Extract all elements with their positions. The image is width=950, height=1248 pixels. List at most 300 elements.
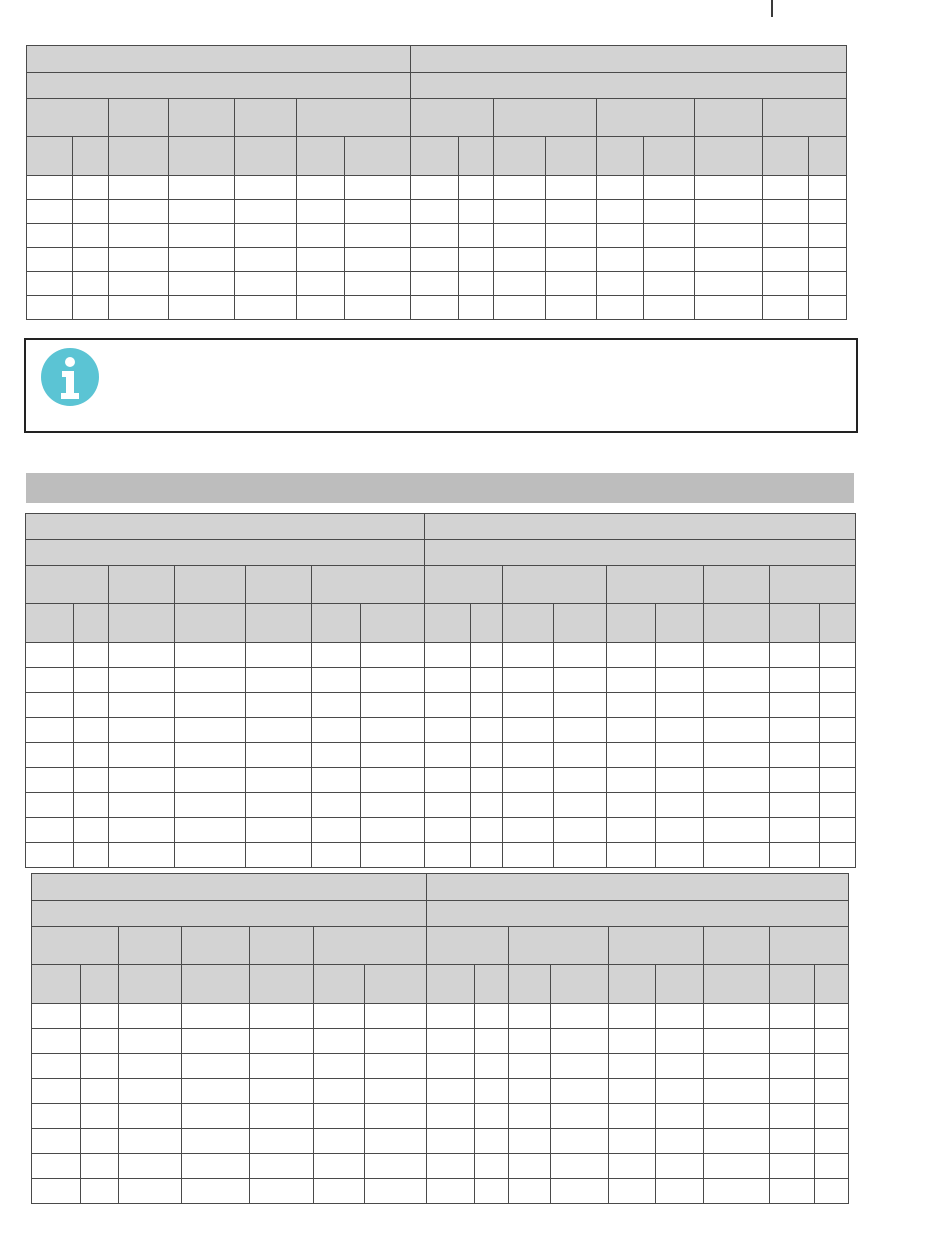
table-cell [312,843,361,868]
table-row [32,1179,849,1204]
table-cell [119,1054,182,1079]
table-cell [361,668,425,693]
table-cell [551,1079,609,1104]
table-cell [597,224,644,248]
table-row [26,793,856,818]
table-cell [475,1179,509,1204]
table-cell [815,1179,849,1204]
table-cell [235,248,297,272]
header-row [27,99,847,137]
table-cell [32,1054,81,1079]
table-cell [26,818,74,843]
header-cell [471,604,503,643]
table-cell [503,743,554,768]
table-cell [361,718,425,743]
table-cell [554,818,607,843]
table-cell [109,718,175,743]
table-cell [246,668,312,693]
table-cell [554,743,607,768]
header-row [26,566,856,604]
table-cell [656,693,704,718]
table-cell [770,693,820,718]
table-cell [607,818,656,843]
header-cell [81,965,119,1004]
table-row [32,1154,849,1179]
table-cell [297,272,345,296]
table-cell [815,1104,849,1129]
table-cell [494,176,546,200]
table-cell [494,200,546,224]
table-cell [607,668,656,693]
table-cell [509,1054,551,1079]
table-cell [182,1154,250,1179]
table-cell [427,1079,475,1104]
table-cell [546,176,597,200]
table-cell [770,818,820,843]
header-cell [32,927,119,965]
header-cell [609,965,656,1004]
table-cell [471,668,503,693]
data-table-3 [31,873,849,1204]
table-cell [246,643,312,668]
table-cell [411,272,459,296]
table-cell [656,743,704,768]
table-cell [471,693,503,718]
table-cell [704,1054,770,1079]
table-cell [551,1029,609,1054]
table-cell [509,1179,551,1204]
table-cell [704,843,770,868]
table-cell [695,296,763,320]
table-cell [246,743,312,768]
header-cell [427,874,849,901]
table-cell [546,200,597,224]
table-cell [425,818,471,843]
table-cell [820,643,856,668]
table-cell [182,1029,250,1054]
table-cell [297,200,345,224]
table-cell [109,768,175,793]
header-cell [250,965,314,1004]
header-cell [503,566,607,604]
table-cell [704,768,770,793]
header-cell [314,965,365,1004]
table-cell [644,296,695,320]
header-cell [235,99,297,137]
header-row [26,540,856,566]
table-cell [246,793,312,818]
table-cell [109,296,169,320]
table-cell [609,1029,656,1054]
table-cell [763,200,809,224]
table-cell [494,272,546,296]
table-cell [607,743,656,768]
header-cell [607,566,704,604]
table-cell [250,1154,314,1179]
table-cell [365,1179,427,1204]
table-cell [503,668,554,693]
table-cell [471,843,503,868]
table-cell [119,1029,182,1054]
table-cell [704,693,770,718]
table-cell [770,743,820,768]
table-cell [411,224,459,248]
table-cell [546,224,597,248]
table-cell [109,793,175,818]
table-cell [770,1154,815,1179]
table-cell [109,200,169,224]
header-cell [411,137,459,176]
header-cell [312,566,425,604]
table-cell [345,272,411,296]
header-cell [27,137,73,176]
table-cell [169,296,235,320]
table-cell [820,743,856,768]
table-cell [312,818,361,843]
table-cell [175,793,246,818]
table-cell [427,1054,475,1079]
table-cell [820,793,856,818]
header-cell [32,874,427,901]
table-cell [81,1079,119,1104]
header-cell [119,927,182,965]
table-cell [656,1029,704,1054]
table-cell [345,296,411,320]
table-cell [770,643,820,668]
table-cell [425,743,471,768]
table-cell [74,693,109,718]
table-cell [312,718,361,743]
header-cell [427,927,509,965]
table-cell [763,176,809,200]
table-cell [169,200,235,224]
table-cell [656,1004,704,1029]
table-cell [27,296,73,320]
table-cell [425,718,471,743]
header-cell [109,137,169,176]
table-cell [425,693,471,718]
table-cell [119,1104,182,1129]
table-cell [425,843,471,868]
table-cell [32,1029,81,1054]
header-cell [361,604,425,643]
header-row [26,514,856,540]
header-cell [246,566,312,604]
table-cell [26,643,74,668]
table-cell [607,843,656,868]
table-cell [73,224,109,248]
table-cell [770,1104,815,1129]
table-cell [656,668,704,693]
table-cell [345,224,411,248]
table-cell [235,296,297,320]
header-cell [427,965,475,1004]
table-cell [81,1004,119,1029]
table-cell [109,248,169,272]
header-cell [770,566,856,604]
table-cell [425,768,471,793]
table-cell [365,1104,427,1129]
table-cell [246,718,312,743]
table-cell [820,843,856,868]
table-cell [314,1104,365,1129]
header-cell [411,99,494,137]
table-cell [770,843,820,868]
table-cell [73,248,109,272]
table-cell [815,1129,849,1154]
header-cell [297,99,411,137]
table-cell [109,643,175,668]
table-cell [427,1179,475,1204]
table-cell [503,793,554,818]
table-cell [509,1104,551,1129]
table-cell [182,1179,250,1204]
header-cell [597,99,695,137]
table-cell [411,296,459,320]
table-cell [314,1079,365,1104]
header-cell [815,965,849,1004]
header-row [27,137,847,176]
header-cell [26,566,109,604]
table-cell [365,1129,427,1154]
info-icon [40,347,100,407]
table-cell [704,743,770,768]
table-cell [361,768,425,793]
header-cell [763,99,847,137]
table-cell [74,768,109,793]
table-cell [73,176,109,200]
table-row [26,843,856,868]
header-row [32,927,849,965]
table-row [32,1004,849,1029]
table-cell [74,743,109,768]
header-row [27,46,847,73]
table-cell [182,1079,250,1104]
table-cell [314,1029,365,1054]
table-cell [182,1054,250,1079]
table-cell [770,1179,815,1204]
table-cell [609,1004,656,1029]
table-cell [494,224,546,248]
table-cell [109,272,169,296]
header-cell [704,566,770,604]
table-cell [26,743,74,768]
table-cell [554,793,607,818]
table-cell [809,272,847,296]
table-cell [314,1004,365,1029]
table-cell [26,668,74,693]
table-cell [475,1054,509,1079]
table-cell [607,643,656,668]
table-cell [815,1054,849,1079]
table-cell [297,224,345,248]
table-cell [459,272,494,296]
table-cell [546,272,597,296]
table-cell [169,224,235,248]
header-cell [704,965,770,1004]
table-cell [109,668,175,693]
table-cell [361,693,425,718]
table-cell [459,248,494,272]
header-cell [425,514,856,540]
table-cell [425,668,471,693]
table-cell [427,1004,475,1029]
header-cell [246,604,312,643]
header-cell [175,604,246,643]
table-cell [471,743,503,768]
table-cell [73,200,109,224]
table-row [27,176,847,200]
table-cell [770,793,820,818]
table-cell [471,768,503,793]
table-cell [250,1004,314,1029]
table-cell [770,1079,815,1104]
header-cell [425,566,503,604]
table-cell [361,743,425,768]
table-cell [551,1104,609,1129]
header-cell [26,540,425,566]
table-cell [459,176,494,200]
table-cell [73,272,109,296]
table-cell [809,200,847,224]
table-cell [74,643,109,668]
table-cell [597,248,644,272]
table-cell [411,248,459,272]
table-cell [250,1079,314,1104]
table-cell [554,718,607,743]
table-cell [815,1154,849,1179]
table-cell [235,224,297,248]
table-cell [361,843,425,868]
table-cell [763,296,809,320]
table-cell [820,693,856,718]
table-cell [312,768,361,793]
header-cell [235,137,297,176]
table-cell [182,1104,250,1129]
table-cell [471,718,503,743]
header-cell [644,137,695,176]
table-cell [246,693,312,718]
data-table-2 [25,513,856,868]
header-cell [770,604,820,643]
table-cell [656,718,704,743]
table-cell [361,793,425,818]
table-cell [695,200,763,224]
header-cell [411,73,847,99]
table-row [26,743,856,768]
table-cell [554,843,607,868]
table-cell [554,643,607,668]
table-row [26,643,856,668]
table-cell [704,818,770,843]
table-row [26,718,856,743]
header-cell [425,540,856,566]
table-cell [427,1129,475,1154]
table-cell [820,718,856,743]
table-cell [704,1029,770,1054]
header-cell [365,965,427,1004]
table-cell [607,793,656,818]
table-cell [26,793,74,818]
table-cell [459,200,494,224]
header-cell [109,99,169,137]
table-cell [809,248,847,272]
table-cell [175,743,246,768]
table-cell [235,272,297,296]
table-cell [175,643,246,668]
table-cell [763,272,809,296]
header-cell [695,99,763,137]
table-cell [770,768,820,793]
table-cell [27,200,73,224]
header-cell [27,46,411,73]
table-cell [809,176,847,200]
table-cell [74,668,109,693]
header-cell [32,965,81,1004]
table-cell [361,643,425,668]
table-cell [763,248,809,272]
table-cell [312,743,361,768]
header-cell [250,927,314,965]
header-row [32,874,849,901]
table-cell [546,296,597,320]
table-cell [246,768,312,793]
table-cell [427,1029,475,1054]
table-cell [119,1004,182,1029]
table-cell [704,1079,770,1104]
table-cell [475,1079,509,1104]
header-cell [509,965,551,1004]
table-cell [554,768,607,793]
table-cell [597,296,644,320]
table-cell [609,1129,656,1154]
table-cell [250,1179,314,1204]
header-cell [109,604,175,643]
table-cell [770,1054,815,1079]
table-cell [32,1129,81,1154]
table-cell [312,793,361,818]
table-cell [503,843,554,868]
table-cell [73,296,109,320]
table-cell [312,668,361,693]
table-cell [656,1079,704,1104]
table-cell [81,1129,119,1154]
table-cell [27,272,73,296]
table-cell [74,793,109,818]
table-row [32,1104,849,1129]
table-cell [32,1154,81,1179]
table-cell [503,818,554,843]
table-cell [656,643,704,668]
table-row [26,693,856,718]
table-cell [656,1129,704,1154]
table-body [26,643,856,868]
table-cell [81,1054,119,1079]
table-cell [815,1079,849,1104]
table-cell [32,1004,81,1029]
header-cell [597,137,644,176]
table-cell [704,1179,770,1204]
table-cell [656,1054,704,1079]
header-cell [546,137,597,176]
table-cell [546,248,597,272]
header-cell [312,604,361,643]
header-cell [494,137,546,176]
table-cell [656,843,704,868]
table-cell [312,643,361,668]
table-cell [609,1179,656,1204]
header-cell [475,965,509,1004]
